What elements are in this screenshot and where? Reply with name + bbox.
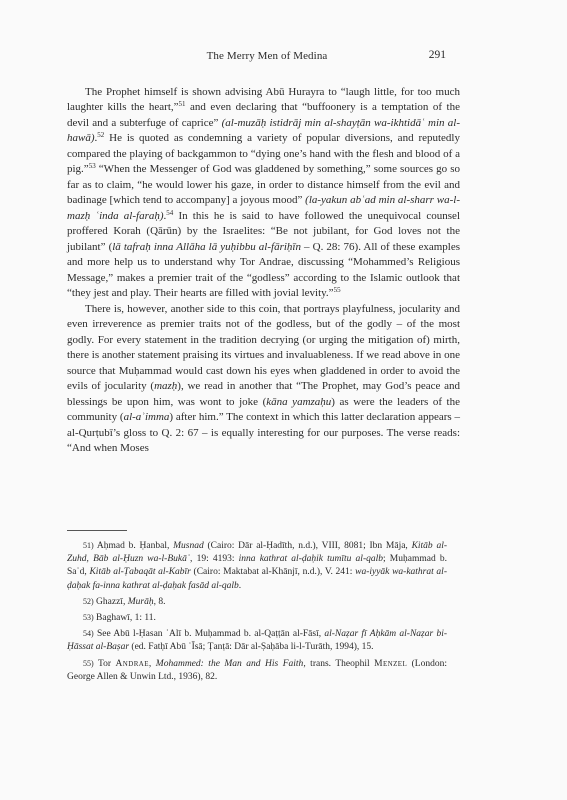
footnote-ref-52[interactable]: 52 [97,131,105,140]
footnote-55 [67,657,447,684]
footnote-ref-55[interactable]: 55 [333,286,341,295]
text-run: (ed. Fatḥī Abū ʿĪsā; Ṭanṭā: Dār al-Ṣaḥāba li-l-Turāth, 1994), 15. [129,642,374,653]
author-surname: Andrae [115,658,149,669]
text-run: He is quoted as condemning a variety of popular diversions, and reputedly compared the playing of backgammon to “dying one’s hand with the flesh and blood of a pig.” [67,132,460,176]
text-run: Ghazzī, [96,596,128,607]
text-run: , [148,658,156,669]
footnote-divider [67,530,127,531]
footnote-number: 54) [83,629,94,639]
text-run: See Abū l-Ḥasan ʿAlī b. Muḥammad b. al-Qaṭṭān al-Fāsī, [96,629,325,640]
footnote-ref-54[interactable]: 54 [166,208,174,217]
footnote-52 [67,595,447,609]
footnote-number: 52) [83,596,94,606]
arabic-transliteration: (al-muzāḥ istidrāj min al-shayṭān wa-ikhtidāʿ min al-hawā) [67,116,460,145]
text-run: . [163,209,167,222]
arabic-transliteration: wa-iyyāk wa-kathrat al-ḍaḥak fa-inna kathrat al-ḍaḥak fasād al-qalb [67,567,447,591]
text-run: – Q. 28: 76). All of these examples and more help us to understand why Tor Andrae, discussing “Mohammed’s Religious Message,” makes a premier trait of the “godless” according to the Islamic outlook that “they jest and play. Their hearts are filled with jovial levity.” [67,240,460,300]
citation-title: Kitāb al-Zuhd, Bāb al-Ḥuzn wa-l-Bukāʾ [67,541,447,565]
page-number: 291 [428,49,446,61]
text-run: . [238,580,242,591]
citation-title: Mohammed: the Man and His Faith [155,658,304,669]
text-run: . [94,132,98,145]
main-text [67,85,460,457]
arabic-transliteration: lā tafraḥ inna Allāha lā yuḥibbu al-fāriḥīn [112,240,301,253]
arabic-transliteration: inna kathrat al-ḍaḥik tumītu al-qalb [238,554,383,565]
text-run: (Cairo: Dār al-Ḥadīth, n.d.), VIII, 8081; Ibn Māja, [203,541,412,551]
text-run: ) after him.” The context in which this latter declaration appears – al-Qurṭubī’s gloss to Q. 2: 67 – is equally interesting for our purposes. The verse reads: “And when Moses [67,411,460,455]
footnote-number: 53) [83,613,94,623]
text-run: and even declaring that “buffoonery is a temptation of the devil and a subterfuge of caprice” [67,101,460,129]
footnote-51 [67,539,447,593]
paragraph-2 [67,302,460,457]
text-run: Aḥmad b. Ḥanbal, [96,541,174,551]
citation-title: Musnad [173,541,204,551]
arabic-transliteration: kāna yamzaḥu [266,395,332,408]
text-run: Baghawī, 1: 11. [96,613,156,624]
arabic-transliteration: mazḥ [154,380,178,393]
citation-title: Kitāb al-Ṭabaqāt al-Kabīr [89,567,191,578]
paragraph-1 [67,85,460,302]
text-run: Tor [98,658,116,669]
citation-title: al-Naẓar fī Aḥkām al-Naẓar bi-Ḥāssat al-Baṣar [67,629,448,653]
text-run: ; Muḥammad b. Saʿd, [67,554,447,578]
text-run: “When the Messenger of God was gladdened by something,” some sources go so far as to claim, “he would lower his gaze, in order to distance himself from the evil and badinage [which tend to accompany] a joyous mood” [67,163,460,207]
running-title: The Merry Men of Medina [206,50,328,62]
footnote-53 [67,611,447,625]
footnotes [67,539,447,686]
text-run: , trans. Theophil [303,658,375,669]
footnote-ref-51[interactable]: 51 [178,100,186,109]
text-run: , 19: 4193: [190,554,239,565]
footnote-number: 55) [83,658,94,668]
text-run: ), we read in another that “The Prophet, may God’s peace and blessings be upon him, was wont to joke ( [67,380,460,408]
text-run: In this he is said to have followed the unequivocal counsel proffered Korah (Qārūn) by the Israelites: “Be not jubilant, for God loves not the jubilant” ( [67,209,460,253]
citation-title: Murāḥ [127,596,154,607]
text-run: , 8. [153,596,166,607]
footnote-54 [67,627,447,654]
text-run: ) as were the leaders of the community ( [67,395,460,424]
text-run: The Prophet himself is shown advising Abū Hurayra to “laugh little, for too much laughter kills the heart,” [67,86,460,114]
footnote-number: 51) [83,541,94,550]
translator-surname: Menzel [374,658,408,669]
footnote-ref-53[interactable]: 53 [88,162,96,171]
arabic-transliteration: al-aʾimma [123,411,170,424]
arabic-transliteration: (la-yakun abʿad min al-sharr wa-l-mazḥ ʿinda al-faraḥ) [67,194,460,222]
text-run: There is, however, another side to this coin, that portrays playfulness, jocularity and even irreverence as premier traits not of the godless, but of the godly – of the most godly. For every statement in the tradition decrying (or urging the mitigation of) mirth, there is another statement praising its virtues and invaluableness. If we read above in one source that Muḥammad would cast down his eyes when gladdened in order to avoid the evils of jocularity ( [67,302,460,393]
text-run: (London: George Allen & Unwin Ltd., 1936), 82. [67,658,447,682]
text-run: (Cairo: Maktabat al-Khānjī, n.d.), V. 241: [190,567,356,578]
